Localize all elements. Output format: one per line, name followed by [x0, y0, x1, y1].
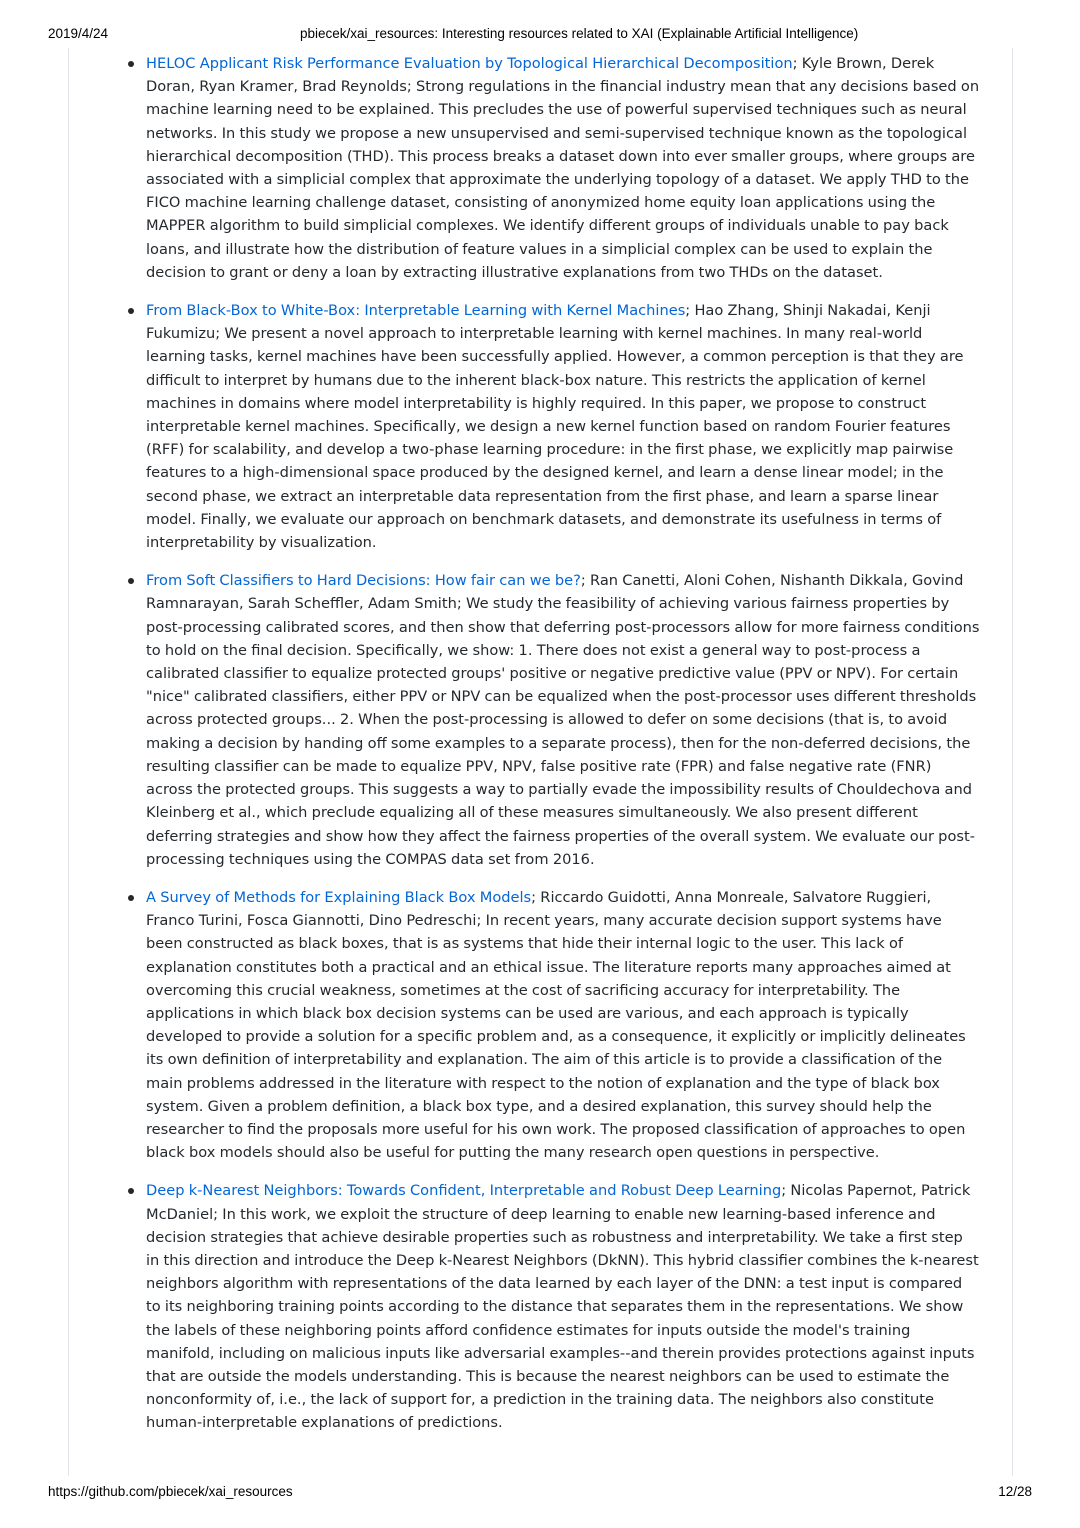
bullet-icon: [128, 895, 134, 901]
list-item: [100, 569, 980, 871]
print-page-title: pbiecek/xai_resources: Interesting resources related to XAI (Explainable Artificial Intelligence): [300, 26, 859, 41]
paper-description: ; Riccardo Guidotti, Anna Monreale, Salvatore Ruggieri, Franco Turini, Fosca Giannotti, Dino Pedreschi; In recent years, many accurate decision support systems have been constructed as black boxes, that is as systems that hide their internal logic to the user. This lack of explanation constitutes both a practical and an ethical issue. The literature reports many approaches aimed at overcoming this crucial weakness, sometimes at the cost of sacrificing accuracy for interpretability. The applications in which black box decision systems can be used are various, and each approach is typically developed to provide a solution for a specific problem and, as a consequence, it explicitly or implicitly delineates its own definition of interpretability and explanation. The aim of this article is to provide a classification of the main problems addressed in the literature with respect to the notion of explanation and the type of black box system. Given a problem definition, a black box type, and a desired explanation, this survey should help the researcher to find the proposals more useful for his own work. The proposed classification of approaches to open black box models should also be useful for putting the many research open questions in perspective.: [146, 888, 966, 1162]
paper-list: [100, 52, 980, 1435]
paper-title-link[interactable]: From Soft Classifiers to Hard Decisions: How fair can we be?: [146, 572, 581, 590]
readme-content: [100, 52, 980, 1450]
paper-description: ; Ran Canetti, Aloni Cohen, Nishanth Dikkala, Govind Ramnarayan, Sarah Scheffler, Adam Smith; We study the feasibility of achieving various fairness properties by post-processing calibrated scores, and then show that deferring post-processors allow for more fairness conditions to hold on the final decision. Specifically, we show: 1. There does not exist a general way to post-process a calibrated classifier to equalize protected groups' positive or negative predictive value (PPV or NPV). For certain "nice" calibrated classifiers, either PPV or NPV can be equalized when the post-processor uses different thresholds across protected groups... 2. When the post-processing is allowed to defer on some decisions (that is, to avoid making a decision by handing off some examples to a separate process), then for the non-deferred decisions, the resulting classifier can be made to equalize PPV, NPV, false positive rate (FPR) and false negative rate (FNR) across the protected groups. This suggests a way to partially evade the impossibility results of Chouldechova and Kleinberg et al., which preclude equalizing all of these measures simultaneously. We also present different deferring strategies and show how they affect the fairness properties of the overall system. We evaluate our post-processing techniques using the COMPAS data set from 2016.: [146, 572, 980, 868]
print-date: 2019/4/24: [48, 26, 109, 41]
paper-title-link[interactable]: Deep k-Nearest Neighbors: Towards Confident, Interpretable and Robust Deep Learning: [146, 1182, 782, 1200]
page-number: 12/28: [998, 1484, 1032, 1499]
paper-title-link[interactable]: A Survey of Methods for Explaining Black Box Models: [146, 888, 532, 906]
list-item: [100, 886, 980, 1164]
bullet-icon: [128, 61, 134, 67]
paper-description: ; Nicolas Papernot, Patrick McDaniel; In this work, we exploit the structure of deep learning to enable new learning-based inference and decision strategies that achieve desirable properties such as robustness and interpretability. We take a first step in this direction and introduce the Deep k-Nearest Neighbors (DkNN). This hybrid classifier combines the k-nearest neighbors algorithm with representations of the data learned by each layer of the DNN: a test input is compared to its neighboring training points according to the distance that separates them in the representations. We show the labels of these neighboring points afford confidence estimates for inputs outside the model's training manifold, including on malicious inputs like adversarial examples--and therein provides protections against inputs that are outside the models understanding. This is because the nearest neighbors can be used to estimate the nonconformity of, i.e., the lack of support for, a prediction in the training data. The neighbors also constitute human-interpretable explanations of predictions.: [146, 1182, 979, 1432]
content-border-right: [1012, 48, 1013, 1476]
print-url: https://github.com/pbiecek/xai_resources: [48, 1484, 293, 1499]
paper-title-link[interactable]: HELOC Applicant Risk Performance Evaluation by Topological Hierarchical Decomposition: [146, 55, 793, 72]
list-item: [100, 52, 980, 284]
paper-title-link[interactable]: From Black-Box to White-Box: Interpretable Learning with Kernel Machines: [146, 302, 686, 320]
list-item: [100, 1179, 980, 1434]
print-footer: [0, 1484, 1080, 1504]
paper-description: ; Kyle Brown, Derek Doran, Ryan Kramer, Brad Reynolds; Strong regulations in the financial industry mean that any decisions based on machine learning need to be explained. This precludes the use of powerful supervised techniques such as neural networks. In this study we propose a new unsupervised and semi-supervised technique known as the topological hierarchical decomposition (THD). This process breaks a dataset down into ever smaller groups, where groups are associated with a simplicial complex that approximate the underlying topology of a dataset. We apply THD to the FICO machine learning challenge dataset, consisting of anonymized home equity loan applications using the MAPPER algorithm to build simplicial complexes. We identify different groups of individuals unable to pay back loans, and illustrate how the distribution of feature values in a simplicial complex can be used to explain the decision to grant or deny a loan by extracting illustrative explanations from two THDs on the dataset.: [146, 55, 980, 281]
print-header: [0, 26, 1080, 46]
bullet-icon: [128, 578, 134, 584]
bullet-icon: [128, 1188, 134, 1194]
list-item: [100, 299, 980, 554]
content-border-left: [68, 48, 69, 1476]
bullet-icon: [128, 308, 134, 314]
paper-description: ; Hao Zhang, Shinji Nakadai, Kenji Fukumizu; We present a novel approach to interpretable learning with kernel machines. In many real-world learning tasks, kernel machines have been successfully applied. However, a common perception is that they are difficult to interpret by humans due to the inherent black-box nature. This restricts the application of kernel machines in domains where model interpretability is highly required. In this paper, we propose to construct interpretable kernel machines. Specifically, we design a new kernel function based on random Fourier features (RFF) for scalability, and develop a two-phase learning procedure: in the first phase, we explicitly map pairwise features to a high-dimensional space produced by the designed kernel, and learn a dense linear model; in the second phase, we extract an interpretable data representation from the first phase, and learn a sparse linear model. Finally, we evaluate our approach on benchmark datasets, and demonstrate its usefulness in terms of interpretability by visualization.: [146, 302, 964, 552]
